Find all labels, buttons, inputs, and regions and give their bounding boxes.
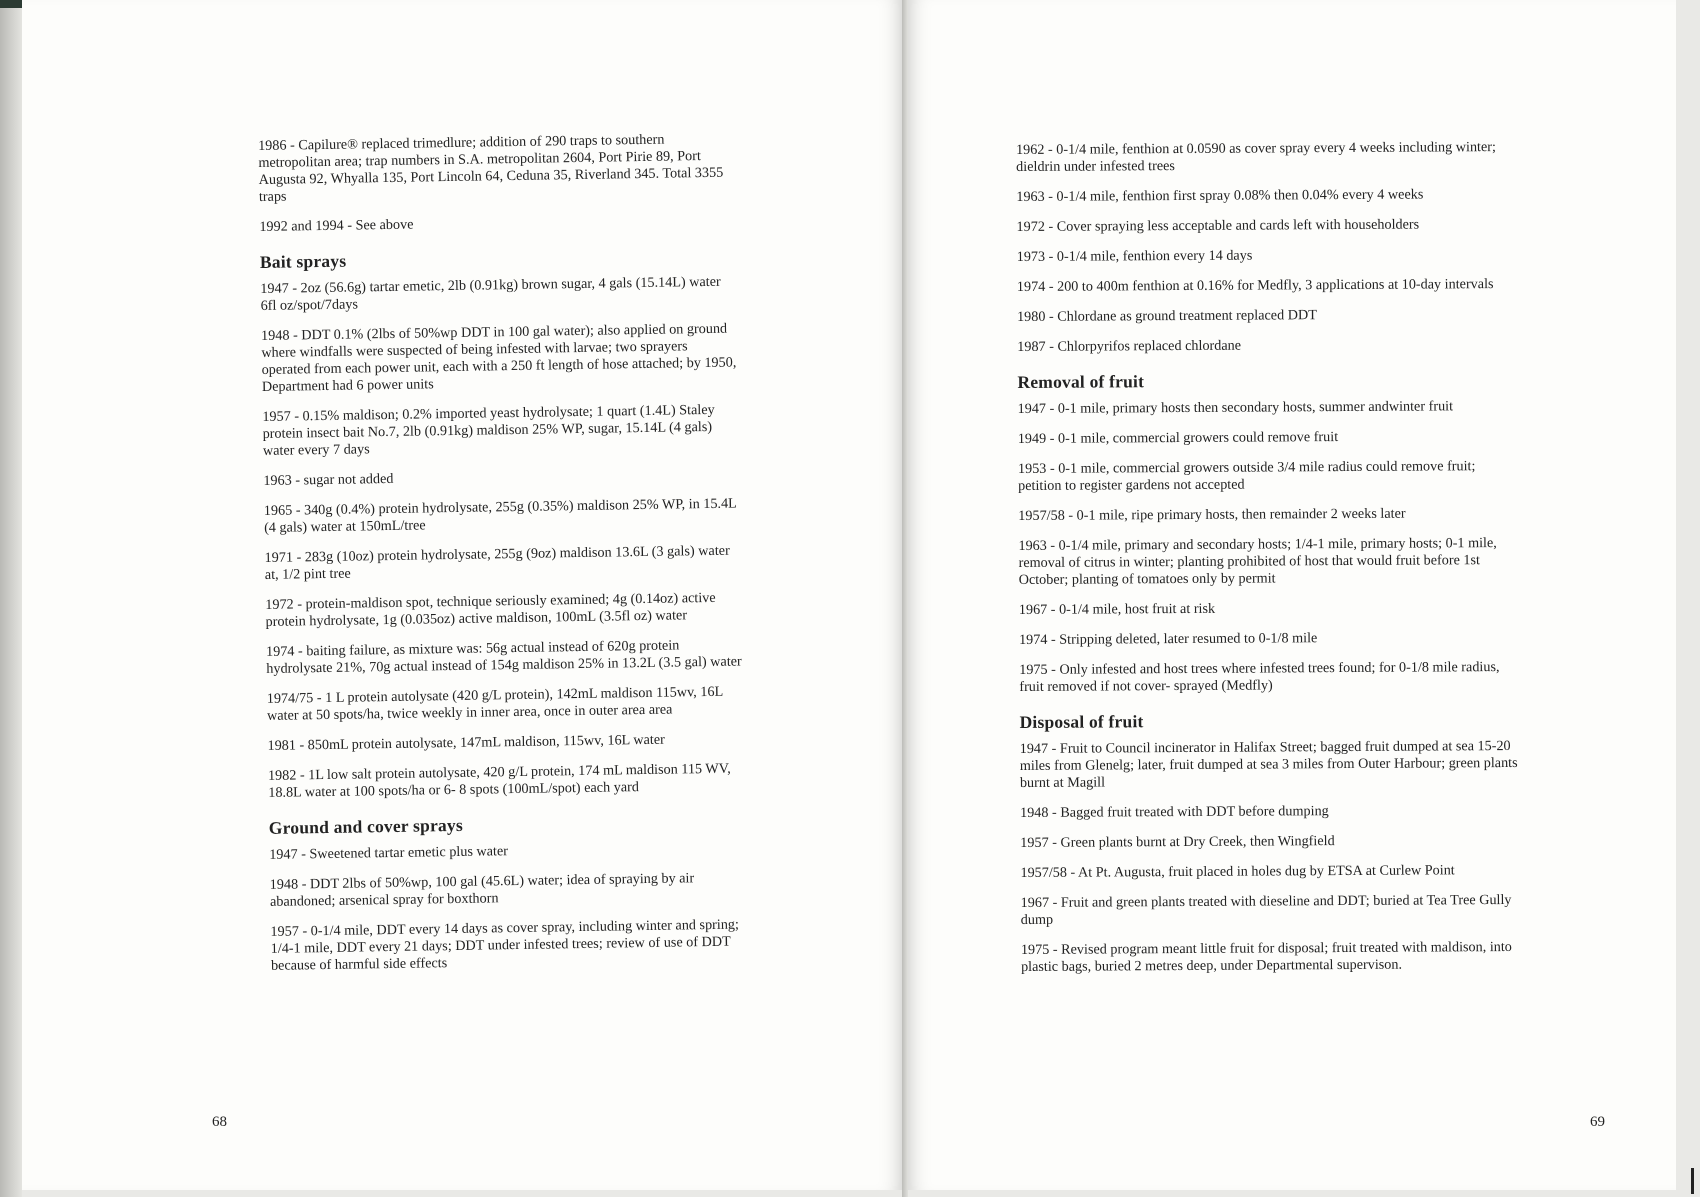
entry-paragraph: 1981 - 850mL protein autolysate, 147mL maldison, 115wv, 16L water [267, 731, 665, 754]
entry-paragraph: 1974 - baiting failure, as mixture was: 56g actual instead of 620g protein hydrolysate 21%, 70g actual instead of 154g maldison 25% in 13.2L (3.5 gal) water [265, 637, 742, 677]
entry-paragraph: 1972 - protein-maldison spot, technique seriously examined; 4g (0.14oz) active protein hydrolysate, 1g (0.035oz) active maldison, 100mL (3.5fl oz) water [265, 589, 716, 630]
entry-paragraph: 1974 - 200 to 400m fenthion at 0.16% for Medfly, 3 applications at 10-day intervals [1016, 276, 1494, 295]
entry-paragraph: 1963 - 0-1/4 mile, fenthion first spray 0.08% then 0.04% every 4 weeks [1016, 186, 1424, 205]
entry-paragraph: 1947 - Fruit to Council incinerator in Halifax Street; bagged fruit dumped at sea 15-20 miles from Glenelg; later, fruit dumped at sea 3 miles from Outer Harbour; green plants burnt at Magill [1019, 737, 1518, 791]
entry-paragraph: 1975 - Only infested and host trees where infested trees found; for 0-1/8 mile radius, fruit removed if not cover- sprayed (Medfly) [1019, 659, 1500, 695]
entry-paragraph: 1963 - sugar not added [263, 470, 394, 489]
entry-paragraph: 1949 - 0-1 mile, commercial growers could remove fruit [1017, 429, 1339, 447]
section-heading: Ground and cover sprays [268, 814, 464, 838]
entry-paragraph: 1974/75 - 1 L protein autolysate (420 g/L protein), 142mL maldison 115wv, 16L water at 50 spots/ha, twice weekly in inner area, once in outer area area [266, 683, 723, 724]
entry-paragraph: 1947 - Sweetened tartar emetic plus water [269, 843, 509, 863]
right-page-content [1016, 139, 1521, 989]
entry-paragraph: 1975 - Revised program meant little fruit for disposal; fruit treated with maldison, into plastic bags, buried 2 metres deep, under Departmental supervison. [1020, 938, 1512, 975]
section-heading: Bait sprays [259, 250, 347, 272]
entry-paragraph: 1957/58 - At Pt. Augusta, fruit placed in holes dug by ETSA at Curlew Point [1020, 862, 1455, 881]
entry-paragraph: 1986 - Capilure® replaced trimedlure; addition of 290 traps to southern metropolitan area; trap numbers in S.A. metropolitan 2604, Port Pirie 89, Port Augusta 92, Whyalla 135, Port Lincoln 64, Ceduna 35, Riverland 345. Total 3355 traps [258, 131, 724, 205]
entry-paragraph: 1948 - DDT 2lbs of 50%wp, 100 gal (45.6L) water; idea of spraying by air abandoned; arsenical spray for boxthorn [269, 870, 695, 910]
entry-paragraph: 1948 - Bagged fruit treated with DDT before dumping [1020, 803, 1329, 821]
entry-paragraph: 1957 - Green plants burnt at Dry Creek, then Wingfield [1020, 833, 1335, 851]
entry-paragraph: 1947 - 2oz (56.6g) tartar emetic, 2lb (0.91kg) brown sugar, 4 gals (15.14L) water 6fl oz/spot/7days [260, 273, 721, 314]
entry-paragraph: 1953 - 0-1 mile, commercial growers outside 3/4 mile radius could remove fruit; petition to register gardens not accepted [1017, 458, 1476, 494]
entry-paragraph: 1967 - 0-1/4 mile, host fruit at risk [1018, 600, 1216, 618]
entry-paragraph: 1974 - Stripping deleted, later resumed to 0-1/8 mile [1018, 630, 1318, 648]
entry-paragraph: 1982 - 1L low salt protein autolysate, 420 g/L protein, 174 mL maldison 115 WV, 18.8L water at 100 spots/ha or 6- 8 spots (100mL/spot) each yard [267, 760, 731, 801]
entry-paragraph: 1967 - Fruit and green plants treated with dieseline and DDT; buried at Tea Tree Gully dump [1020, 891, 1512, 928]
entry-paragraph: 1947 - 0-1 mile, primary hosts then secondary hosts, summer andwinter fruit [1017, 398, 1454, 417]
entry-paragraph: 1963 - 0-1/4 mile, primary and secondary hosts; 1/4-1 mile, primary hosts; 0-1 mile, removal of citrus in winter; planting prohibited of host that would fruit before 1st October; planting of tomatoes only by permit [1018, 535, 1497, 588]
page-number-right: 69 [1590, 1114, 1605, 1130]
entry-paragraph: 1980 - Chlordane as ground treatment replaced DDT [1017, 307, 1317, 325]
left-page-content [258, 130, 749, 987]
entry-paragraph: 1971 - 283g (10oz) protein hydrolysate, 255g (9oz) maldison 13.6L (3 gals) water at, 1/2 pint tree [264, 542, 730, 583]
section-heading: Removal of fruit [1017, 371, 1145, 392]
scan-edge-left [0, 0, 22, 1197]
scan-corner-mark [0, 0, 24, 8]
scan-edge-mark [1691, 1168, 1694, 1194]
entry-paragraph: 1987 - Chlorpyrifos replaced chlordane [1017, 337, 1242, 355]
entry-paragraph: 1957 - 0.15% maldison; 0.2% imported yeast hydrolysate; 1 quart (1.4L) Staley protein insect bait No.7, 2lb (0.91kg) maldison 25% WP, sugar, 15.14L (4 gals) water every 7 days [262, 401, 715, 459]
entry-paragraph: 1973 - 0-1/4 mile, fenthion every 14 days [1016, 247, 1253, 265]
entry-paragraph: 1992 and 1994 - See above [259, 216, 414, 235]
page-number-left: 68 [212, 1114, 227, 1130]
entry-paragraph: 1957/58 - 0-1 mile, ripe primary hosts, then remainder 2 weeks later [1018, 505, 1406, 524]
section-heading: Disposal of fruit [1019, 711, 1144, 732]
entry-paragraph: 1957 - 0-1/4 mile, DDT every 14 days as cover spray, including winter and spring; 1/4-1 mile, DDT every 21 days; DDT under infested trees; review of use of DDT because of harmful side effects [270, 916, 740, 974]
entry-paragraph: 1948 - DDT 0.1% (2lbs of 50%wp DDT in 100 gal water); also applied on ground where windfalls were suspected of being infested with larvae; two sprayers operated from each power unit, each with a 250 ft length of hose attached; by 1950, Department had 6 power units [260, 320, 737, 395]
entry-paragraph: 1972 - Cover spraying less acceptable and cards left with householders [1016, 216, 1420, 235]
entry-paragraph: 1965 - 340g (0.4%) protein hydrolysate, 255g (0.35%) maldison 25% WP, in 15.4L (4 gals) water at 150mL/tree [263, 495, 737, 536]
entry-paragraph: 1962 - 0-1/4 mile, fenthion at 0.0590 as cover spray every 4 weeks including winter; dieldrin under infested trees [1016, 139, 1496, 175]
